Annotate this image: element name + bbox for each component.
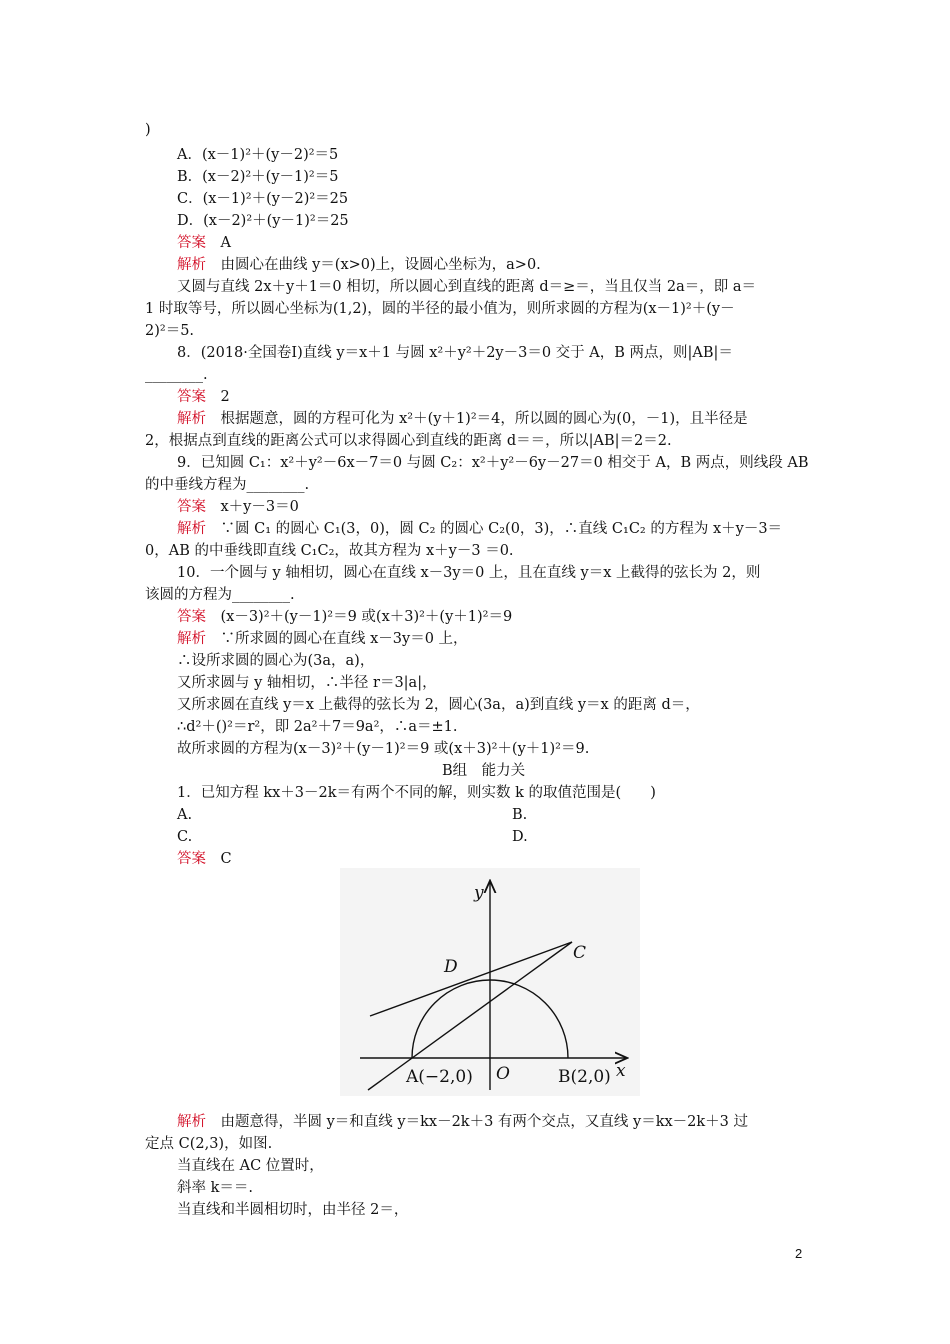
text-line: 的中垂线方程为________.: [145, 477, 310, 493]
analysis-text: ∵圆 C₁ 的圆心 C₁(3，0)，圆 C₂ 的圆心 C₂(0，3)，∴直线 C₁C₂ 的方程为 x＋y－3＝: [220, 521, 783, 537]
text-line: ∴设所求圆的圆心为(3a，a)，: [177, 653, 375, 669]
analysis-line: [177, 409, 748, 429]
text-line: 故所求圆的方程为(x－3)²＋(y－1)²＝9 或(x＋3)²＋(y＋1)²＝9.: [177, 741, 590, 757]
option-d: D.: [512, 829, 528, 845]
option-d: D．(x－2)²＋(y－1)²＝25: [177, 213, 349, 229]
answer-value: (x－3)²＋(y－1)²＝9 或(x＋3)²＋(y＋1)²＝9: [220, 609, 513, 625]
option-c: C．(x－1)²＋(y－2)²＝25: [177, 191, 349, 207]
text-line: 0，AB 的中垂线即直线 C₁C₂，故其方程为 x＋y－3 ＝0.: [145, 543, 514, 559]
answer-line: [177, 849, 232, 869]
page-number: 2: [795, 1246, 803, 1261]
option-c: C.: [177, 829, 193, 845]
option-b: B.: [512, 807, 528, 823]
analysis-label: 解析: [177, 631, 206, 647]
text-line: ∴d²＋()²＝r²，即 2a²＋7＝9a²，∴a＝±1.: [177, 719, 458, 735]
option-a: A．(x－1)²＋(y－2)²＝5: [177, 147, 339, 163]
answer-label: 答案: [177, 499, 206, 515]
analysis-line: [177, 255, 541, 275]
analysis-line: [177, 1112, 748, 1132]
y-axis-label: y: [474, 883, 484, 903]
answer-value: 2: [220, 389, 230, 405]
answer-label: 答案: [177, 851, 206, 867]
answer-label: 答案: [177, 389, 206, 405]
analysis-label: 解析: [177, 257, 206, 273]
text-line: 定点 C(2,3)，如图.: [145, 1136, 273, 1152]
text-line: 该圆的方程为________.: [145, 587, 295, 603]
answer-label: 答案: [177, 609, 206, 625]
analysis-text: 由题意得，半圆 y＝和直线 y＝kx－2k＋3 有两个交点，又直线 y＝kx－2k＋3 过: [220, 1114, 749, 1130]
question-b1: 1．已知方程 kx＋3－2k＝有两个不同的解，则实数 k 的取值范围是( ): [177, 785, 656, 801]
analysis-text: 由圆心在曲线 y＝(x>0)上，设圆心坐标为，a>0.: [220, 257, 541, 273]
analysis-text: 根据题意，圆的方程可化为 x²＋(y＋1)²＝4，所以圆的圆心为(0，－1)，且半径是: [220, 411, 748, 427]
answer-line: [177, 607, 512, 627]
text-line: 2)²＝5.: [145, 323, 195, 339]
answer-line: [177, 233, 231, 253]
text-line: 又所求圆在直线 y＝x 上截得的弦长为 2，圆心(3a，a)到直线 y＝x 的距离 d＝，: [177, 697, 700, 713]
answer-line: [177, 387, 230, 407]
origin-label: O: [496, 1064, 510, 1084]
text-line: 2，根据点到直线的距离公式可以求得圆心到直线的距离 d＝＝，所以|AB|＝2＝2.: [145, 433, 672, 449]
section-heading: B组 能力关: [442, 763, 526, 779]
option-a: A.: [177, 807, 193, 823]
point-d-label: D: [444, 957, 458, 977]
blank-line: ________.: [145, 367, 208, 383]
question-8: 8．(2018·全国卷Ⅰ)直线 y＝x＋1 与圆 x²＋y²＋2y－3＝0 交于 A，B 两点，则|AB|＝: [177, 345, 733, 361]
analysis-text: ∵所求圆的圆心在直线 x－3y＝0 上，: [220, 631, 468, 647]
answer-line: [177, 497, 299, 517]
tangent-line: [370, 942, 572, 1016]
x-axis-label: x: [616, 1061, 626, 1081]
point-a-label: A(−2,0): [406, 1067, 473, 1087]
answer-label: 答案: [177, 235, 206, 251]
question-9: 9．已知圆 C₁：x²＋y²－6x－7＝0 与圆 C₂：x²＋y²－6y－27＝0 相交于 A，B 两点，则线段 AB: [177, 455, 809, 471]
point-b-label: B(2,0): [558, 1067, 611, 1087]
text-line: 斜率 k＝＝.: [177, 1180, 254, 1196]
text-line: 又所求圆与 y 轴相切，∴半径 r＝3|a|，: [177, 675, 437, 691]
option-b: B．(x－2)²＋(y－1)²＝5: [177, 169, 339, 185]
answer-value: C: [220, 851, 232, 867]
point-c-label: C: [573, 943, 587, 963]
question-10: 10．一个圆与 y 轴相切，圆心在直线 x－3y＝0 上，且在直线 y＝x 上截得的弦长为 2，则: [177, 565, 761, 581]
text-line: ): [145, 122, 151, 138]
analysis-line: [177, 519, 782, 539]
text-line: 当直线和半圆相切时，由半径 2＝，: [177, 1202, 409, 1218]
analysis-line: [177, 629, 468, 649]
analysis-label: 解析: [177, 1114, 206, 1130]
text-line: 1 时取等号，所以圆心坐标为(1,2)，圆的半径的最小值为，则所求圆的方程为(x－1)²＋(y－: [145, 301, 735, 317]
text-line: 当直线在 AC 位置时，: [177, 1158, 324, 1174]
semicircle-figure: [340, 868, 640, 1096]
text-line: 又圆与直线 2x＋y＋1＝0 相切，所以圆心到直线的距离 d＝≥＝，当且仅当 2a＝，即 a＝: [177, 279, 757, 295]
answer-value: A: [220, 235, 231, 251]
figure-svg: [340, 868, 640, 1096]
analysis-label: 解析: [177, 521, 206, 537]
analysis-label: 解析: [177, 411, 206, 427]
answer-value: x＋y－3＝0: [220, 499, 299, 515]
